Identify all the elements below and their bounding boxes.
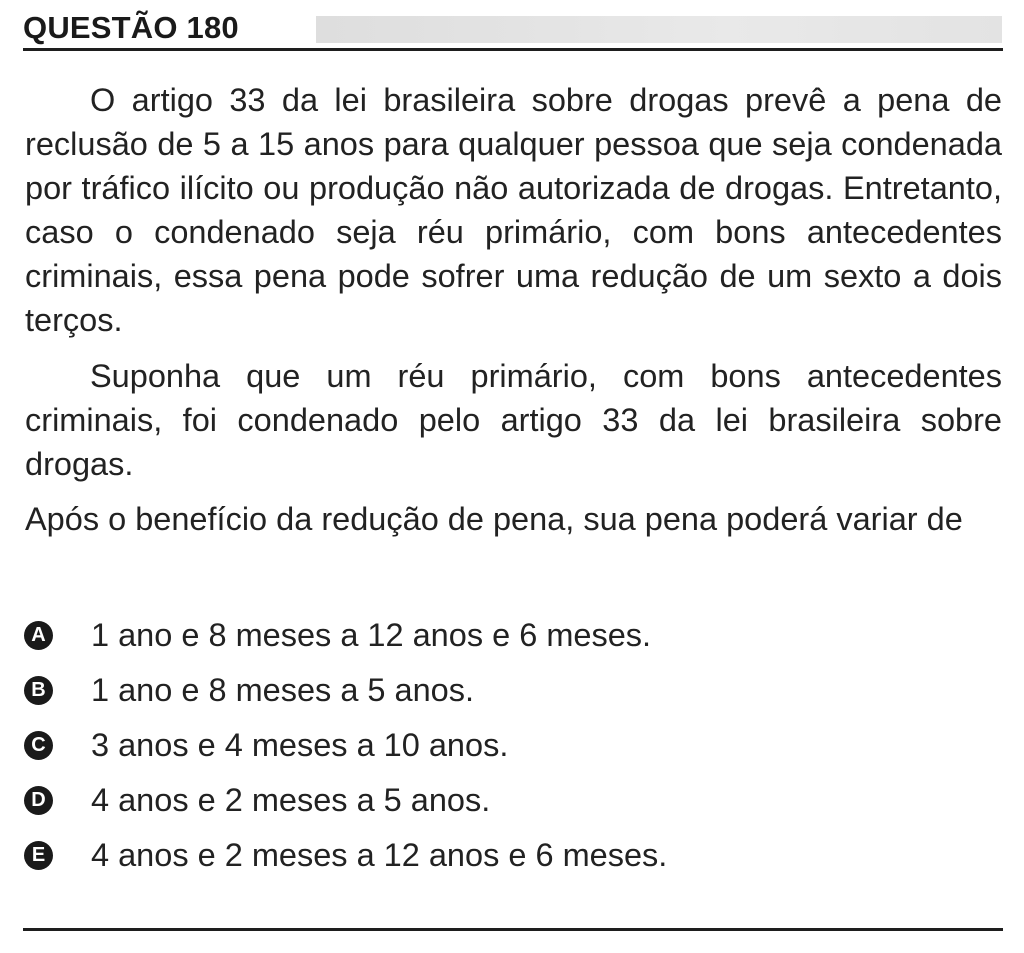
option-b-text: 1 ano e 8 meses a 5 anos. (91, 672, 475, 708)
question-prompt: Após o benefício da redução de pena, sua pena poderá variar de (25, 501, 963, 537)
answer-options (24, 608, 984, 883)
question-title: QUESTÃO 180 (23, 10, 239, 45)
option-d-text: 4 anos e 2 meses a 5 anos. (91, 782, 491, 818)
option-e[interactable] (24, 828, 984, 883)
option-e-letter-icon: E (24, 841, 53, 870)
option-b[interactable] (24, 663, 984, 718)
option-b-letter-icon: B (24, 676, 53, 705)
option-c[interactable] (24, 718, 984, 773)
option-c-letter-icon: C (24, 731, 53, 760)
question-paragraph-2: Suponha que um réu primário, com bons antecedentes criminais, foi condenado pelo artigo 33 da lei brasileira sobre drogas. (25, 358, 1002, 482)
option-d-letter-icon: D (24, 786, 53, 815)
header-shaded-bar (316, 16, 1002, 43)
option-c-text: 3 anos e 4 meses a 10 anos. (91, 727, 509, 763)
header-divider (23, 48, 1003, 51)
bottom-divider (23, 928, 1003, 931)
option-a-letter-icon: A (24, 621, 53, 650)
question-paragraph-1: O artigo 33 da lei brasileira sobre drogas prevê a pena de reclusão de 5 a 15 anos para qualquer pessoa que seja condenada por tráfico ilícito ou produção não autorizada de drogas. Entretanto, caso o condenado seja réu primário, com bons antecedentes criminais, essa pena pode sofrer uma redução de um sexto a dois terços. (25, 82, 1002, 338)
option-a[interactable] (24, 608, 984, 663)
option-d[interactable] (24, 773, 984, 828)
option-e-text: 4 anos e 2 meses a 12 anos e 6 meses. (91, 837, 668, 873)
question-header (23, 6, 1003, 50)
option-a-text: 1 ano e 8 meses a 12 anos e 6 meses. (91, 617, 652, 653)
